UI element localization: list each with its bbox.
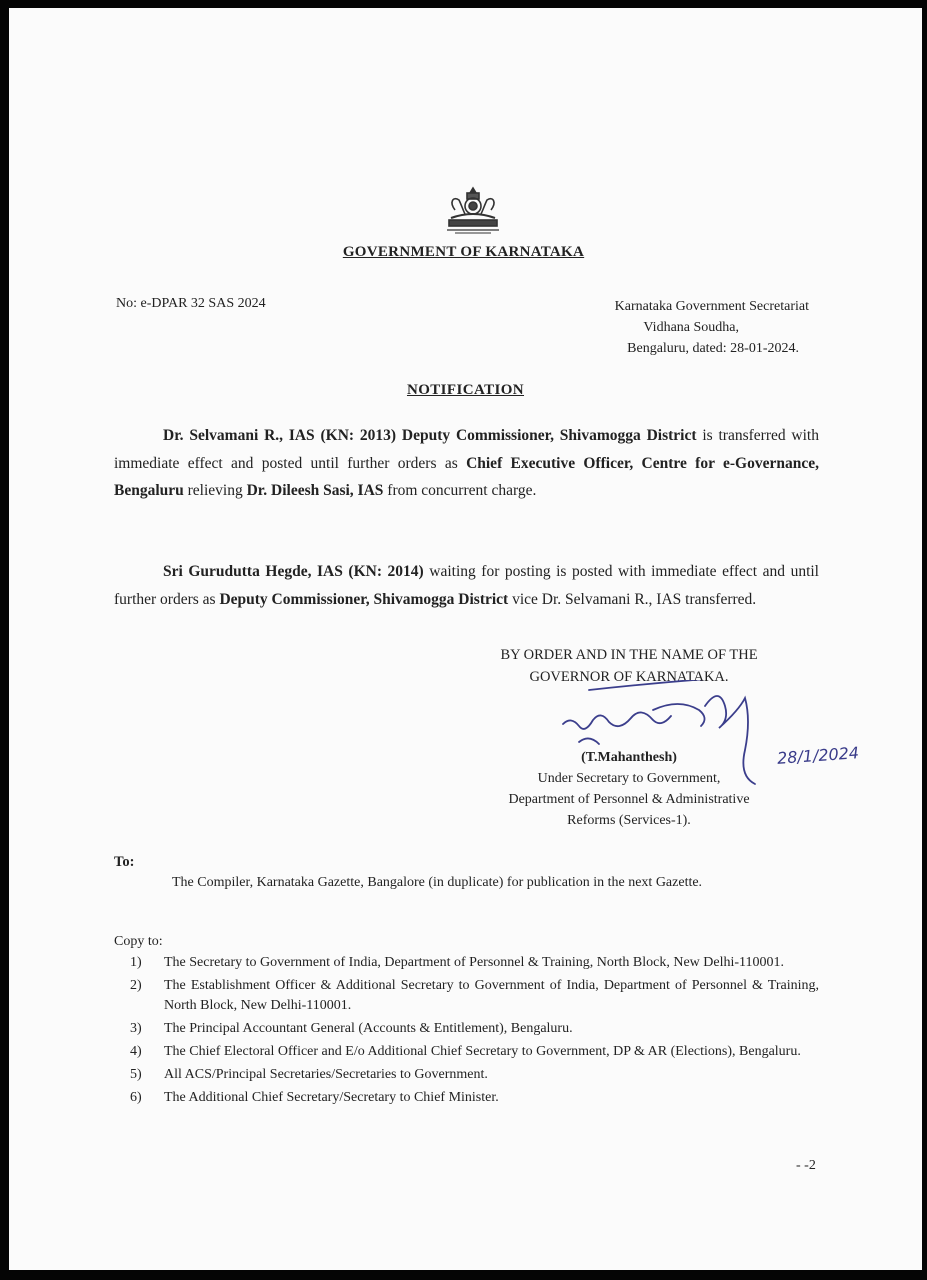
signatory-block [439, 747, 819, 831]
item-number: 6) [130, 1090, 142, 1105]
document-page [9, 8, 922, 1270]
government-title: GOVERNMENT OF KARNATAKA [342, 244, 585, 260]
address-line: Bengaluru, dated: 28-01-2024. [627, 341, 799, 356]
item-text: The Secretary to Government of India, Department of Personnel & Training, North Block, New Delhi-110001. [164, 955, 785, 970]
designation-line: Department of Personnel & Administrative [508, 792, 750, 807]
item-number: 1) [130, 955, 142, 970]
item-number: 4) [130, 1044, 142, 1059]
paragraph-text: waiting for posting is posted with immediate effect and until further orders as [114, 563, 819, 608]
copy-to-label: Copy to: [114, 934, 163, 949]
by-order-text: GOVERNOR OF KARNATAKA. [529, 669, 729, 685]
item-text: The Principal Accountant General (Accounts & Entitlement), Bengaluru. [164, 1021, 573, 1036]
to-label: To: [114, 854, 135, 870]
copy-to-list [114, 953, 819, 1111]
list-item [114, 1088, 819, 1108]
signatory-name: (T.Mahanthesh) [581, 750, 677, 765]
by-order-text: BY ORDER AND IN THE NAME OF THE [500, 647, 758, 663]
list-item [114, 1065, 819, 1085]
item-number: 2) [130, 978, 142, 993]
designation-line: Under Secretary to Government, [537, 771, 721, 786]
item-text: The Chief Electoral Officer and E/o Additional Chief Secretary to Government, DP & AR (Elections), Bengaluru. [164, 1044, 801, 1059]
secretariat-address [615, 296, 809, 359]
handwritten-date: 28/1/2024 [776, 743, 860, 768]
page-continuation: - -2 [796, 1158, 816, 1173]
paragraph-text: vice Dr. Selvamani R., IAS transferred. [508, 590, 757, 608]
relieved-officer-name: Dr. Dileesh Sasi, IAS [246, 482, 384, 499]
item-text: The Establishment Officer & Additional Secretary to Government of India, Department of Personnel & Training, North Block, New Delhi-110001. [164, 978, 819, 1013]
list-item [114, 976, 819, 1016]
notification-paragraph-2 [114, 558, 819, 613]
item-text: The Additional Chief Secretary/Secretary to Chief Minister. [164, 1090, 499, 1105]
list-item [114, 1019, 819, 1039]
address-line: Karnataka Government Secretariat [614, 299, 809, 314]
item-number: 3) [130, 1021, 142, 1036]
new-posting-2: Deputy Commissioner, Shivamogga District [219, 590, 509, 608]
notification-paragraph-1 [114, 422, 819, 505]
address-line: Vidhana Soudha, [643, 320, 739, 335]
paragraph-text: from concurrent charge. [383, 482, 537, 499]
item-number: 5) [130, 1067, 142, 1082]
notification-title: NOTIFICATION [406, 382, 525, 398]
paragraph-text: is transferred with immediate effect and posted until further orders as [114, 427, 819, 472]
item-text: All ACS/Principal Secretaries/Secretaries to Government. [164, 1067, 488, 1082]
reference-number: No: e-DPAR 32 SAS 2024 [116, 296, 266, 311]
new-posting-1: Chief Executive Officer, Centre for e-Governance, Bengaluru [114, 454, 819, 499]
officer-2-name: Sri Gurudutta Hegde, IAS (KN: 2014) [163, 563, 424, 580]
officer-1-name: Dr. Selvamani R., IAS (KN: 2013) Deputy Commissioner, Shivamogga District [163, 427, 697, 444]
paragraph-text: relieving [183, 482, 247, 499]
list-item [114, 953, 819, 973]
list-item [114, 1042, 819, 1062]
designation-line: Reforms (Services-1). [567, 813, 691, 828]
to-recipient: The Compiler, Karnataka Gazette, Bangalore (in duplicate) for publication in the next Gazette. [172, 875, 703, 890]
karnataka-emblem-icon [441, 184, 505, 236]
